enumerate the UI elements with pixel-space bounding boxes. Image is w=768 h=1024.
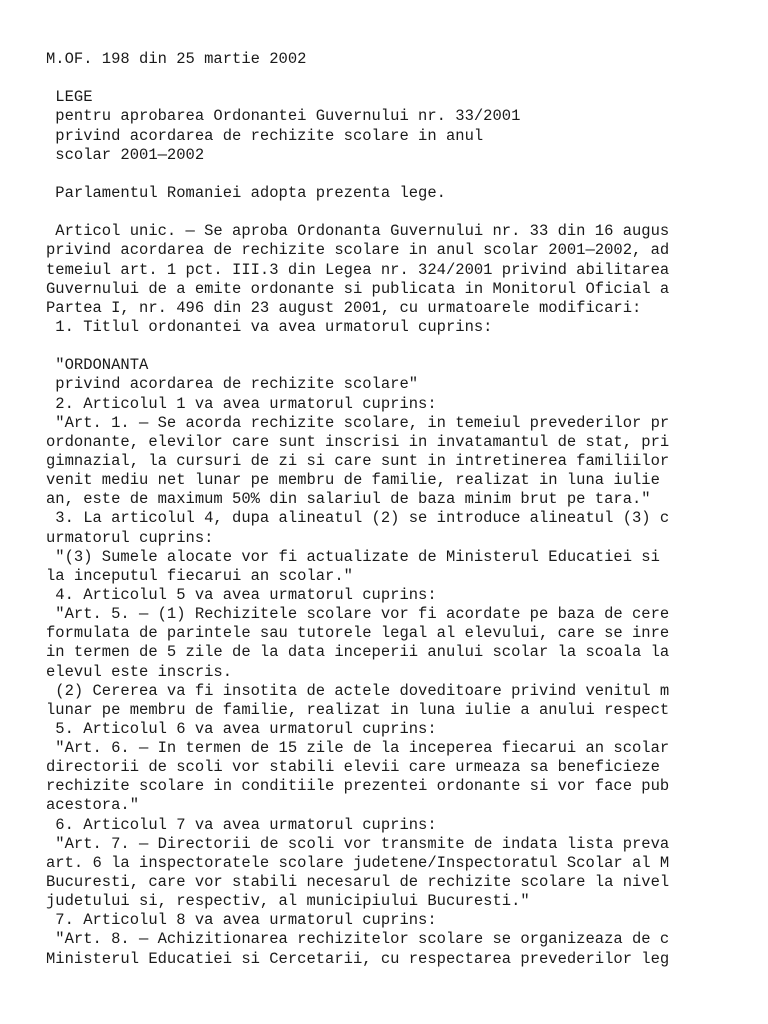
text-line: urmatorul cuprins:: [46, 528, 214, 547]
text-line: Ministerul Educatiei si Cercetarii, cu respectarea prevederilor leg: [46, 949, 670, 968]
text-line: (2) Cererea va fi insotita de actele doveditoare privind venitul m: [46, 681, 670, 700]
blank-line: [46, 337, 734, 356]
text-line: privind acordarea de rechizite scolare in anul scolar 2001—2002, ad: [46, 241, 670, 260]
text-line: temeiul art. 1 pct. III.3 din Legea nr. 324/2001 privind abilitarea: [46, 260, 670, 279]
text-line: elevul este inscris.: [46, 662, 233, 681]
text-line: "Art. 6. — In termen de 15 zile de la inceperea fiecarui an scolar: [46, 739, 670, 758]
text-line: directorii de scoli vor stabili elevii care urmeaza sa beneficieze: [46, 758, 660, 777]
text-line: LEGE: [46, 88, 93, 107]
text-line: privind acordarea de rechizite scolare in anul: [46, 126, 484, 145]
text-line: 4. Articolul 5 va avea urmatorul cuprins:: [46, 585, 437, 604]
text-line: 6. Articolul 7 va avea urmatorul cuprins:: [46, 815, 437, 834]
blank-line: [46, 165, 734, 184]
text-line: 1. Titlul ordonantei va avea urmatorul cuprins:: [46, 317, 493, 336]
text-line: scolar 2001—2002: [46, 145, 205, 164]
text-line: acestora.": [46, 796, 140, 815]
text-line: pentru aprobarea Ordonantei Guvernului nr. 33/2001: [46, 107, 521, 126]
text-line: formulata de parintele sau tutorele legal al elevului, care se inre: [46, 624, 670, 643]
blank-line: [46, 203, 734, 222]
text-line: ordonante, elevilor care sunt inscrisi in invatamantul de stat, pri: [46, 432, 670, 451]
text-line: in termen de 5 zile de la data inceperii anului scolar la scoala la: [46, 643, 670, 662]
text-line: "(3) Sumele alocate vor fi actualizate de Ministerul Educatiei si: [46, 547, 660, 566]
text-line: art. 6 la inspectoratele scolare judetene/Inspectoratul Scolar al M: [46, 853, 670, 872]
blank-line: [46, 69, 734, 88]
text-line: Guvernului de a emite ordonante si publicata in Monitorul Oficial a: [46, 279, 670, 298]
text-line: M.OF. 198 din 25 martie 2002: [46, 50, 307, 68]
text-line: gimnazial, la cursuri de zi si care sunt in intretinerea familiilor: [46, 451, 670, 470]
text-line: 2. Articolul 1 va avea urmatorul cuprins:: [46, 394, 437, 413]
text-line: 3. La articolul 4, dupa alineatul (2) se introduce alineatul (3) c: [46, 509, 670, 528]
text-line: 5. Articolul 6 va avea urmatorul cuprins:: [46, 719, 437, 738]
text-line: la inceputul fiecarui an scolar.": [46, 566, 353, 585]
text-line: judetului si, respectiv, al municipiului Bucuresti.": [46, 892, 530, 911]
text-line: Articol unic. — Se aproba Ordonanta Guvernului nr. 33 din 16 augus: [46, 222, 670, 241]
text-line: Partea I, nr. 496 din 23 august 2001, cu urmatoarele modificari:: [46, 298, 642, 317]
text-line: rechizite scolare in conditiile prezentei ordonante si vor face pub: [46, 777, 670, 796]
text-line: "Art. 8. — Achizitionarea rechizitelor scolare se organizeaza de c: [46, 930, 670, 949]
text-line: venit mediu net lunar pe membru de familie, realizat in luna iulie: [46, 471, 660, 490]
text-line: "ORDONANTA: [46, 356, 149, 375]
text-line: lunar pe membru de familie, realizat in luna iulie a anului respect: [46, 700, 670, 719]
text-line: 7. Articolul 8 va avea urmatorul cuprins:: [46, 911, 437, 930]
text-line: privind acordarea de rechizite scolare": [46, 375, 419, 394]
document-text: [46, 50, 734, 969]
text-line: "Art. 1. — Se acorda rechizite scolare, in temeiul prevederilor pr: [46, 413, 670, 432]
text-line: "Art. 7. — Directorii de scoli vor transmite de indata lista preva: [46, 834, 670, 853]
text-line: "Art. 5. — (1) Rechizitele scolare vor fi acordate pe baza de cere: [46, 605, 670, 624]
text-line: Bucuresti, care vor stabili necesarul de rechizite scolare la nivel: [46, 873, 670, 892]
text-line: an, este de maximum 50% din salariul de baza minim brut pe tara.": [46, 490, 651, 509]
text-line: Parlamentul Romaniei adopta prezenta lege.: [46, 183, 446, 202]
